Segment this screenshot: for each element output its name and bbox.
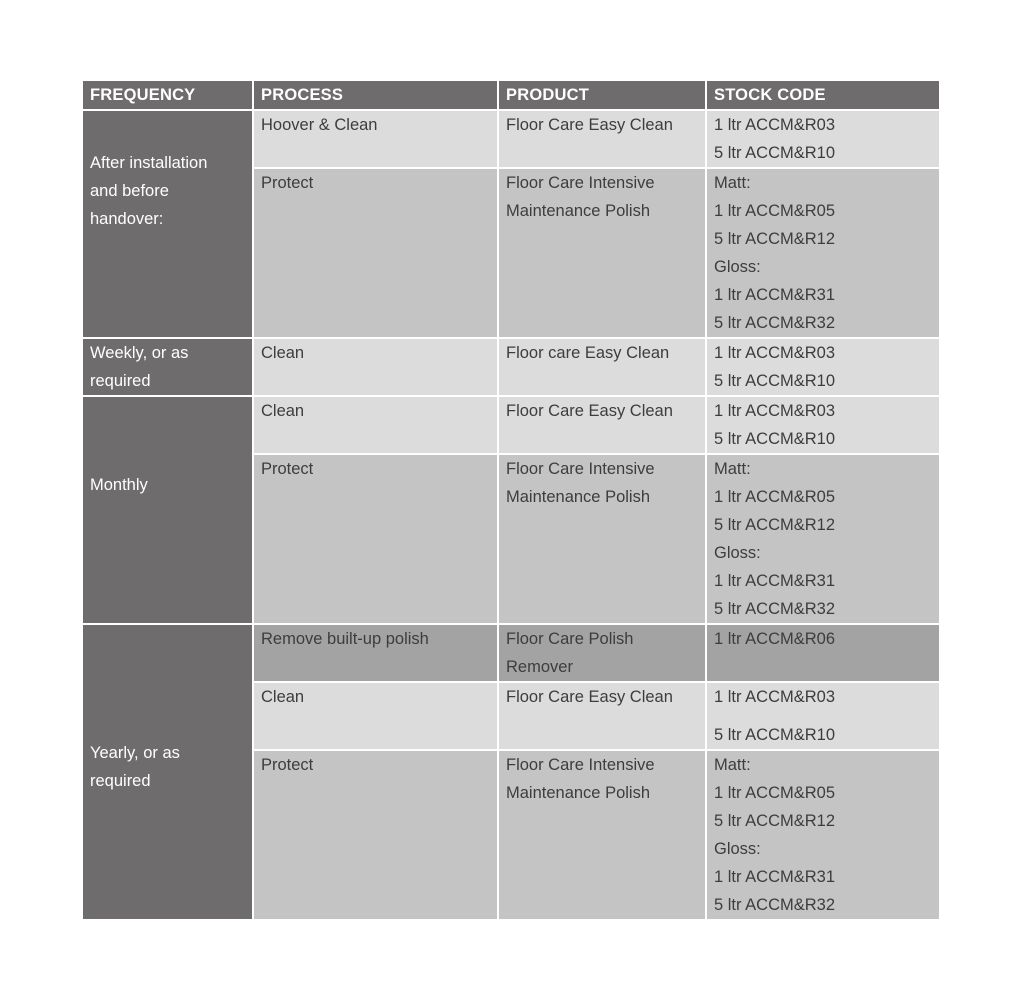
stock-code-cell: 1 ltr ACCM&R03 5 ltr ACCM&R10 <box>706 396 940 454</box>
header-stock-code: STOCK CODE <box>706 80 940 110</box>
process-cell: Protect <box>253 750 498 920</box>
header-row <box>82 80 940 110</box>
process-cell: Remove built-up polish <box>253 624 498 682</box>
stock-code-cell: 1 ltr ACCM&R06 <box>706 624 940 682</box>
header-product: PRODUCT <box>498 80 706 110</box>
table-row <box>82 624 940 682</box>
stock-code-cell: Matt: 1 ltr ACCM&R05 5 ltr ACCM&R12 Gloss: 1 ltr ACCM&R31 5 ltr ACCM&R32 <box>706 454 940 624</box>
process-cell: Protect <box>253 454 498 624</box>
product-cell: Floor Care Intensive Maintenance Polish <box>498 454 706 624</box>
process-cell: Clean <box>253 396 498 454</box>
product-cell: Floor Care Easy Clean <box>498 682 706 750</box>
product-cell: Floor Care Easy Clean <box>498 396 706 454</box>
stock-code-cell: Matt: 1 ltr ACCM&R05 5 ltr ACCM&R12 Gloss: 1 ltr ACCM&R31 5 ltr ACCM&R32 <box>706 750 940 920</box>
process-cell: Clean <box>253 682 498 750</box>
product-cell: Floor Care Polish Remover <box>498 624 706 682</box>
stock-code-cell: 1 ltr ACCM&R03 5 ltr ACCM&R10 <box>706 338 940 396</box>
process-cell: Clean <box>253 338 498 396</box>
frequency-cell: Monthly <box>82 396 253 624</box>
table-row <box>82 396 940 454</box>
stock-code-cell: Matt: 1 ltr ACCM&R05 5 ltr ACCM&R12 Gloss: 1 ltr ACCM&R31 5 ltr ACCM&R32 <box>706 168 940 338</box>
process-cell: Hoover & Clean <box>253 110 498 168</box>
frequency-cell: After installation and before handover: <box>82 110 253 338</box>
frequency-cell: Weekly, or as required <box>82 338 253 396</box>
table-row <box>82 110 940 168</box>
header-frequency: FREQUENCY <box>82 80 253 110</box>
product-cell: Floor Care Easy Clean <box>498 110 706 168</box>
header-process: PROCESS <box>253 80 498 110</box>
maintenance-schedule-table <box>81 79 941 921</box>
stock-code-cell: 1 ltr ACCM&R03 5 ltr ACCM&R10 <box>706 682 940 750</box>
product-cell: Floor Care Intensive Maintenance Polish <box>498 168 706 338</box>
product-cell: Floor care Easy Clean <box>498 338 706 396</box>
product-cell: Floor Care Intensive Maintenance Polish <box>498 750 706 920</box>
table-row <box>82 338 940 396</box>
process-cell: Protect <box>253 168 498 338</box>
stock-code-cell: 1 ltr ACCM&R03 5 ltr ACCM&R10 <box>706 110 940 168</box>
frequency-cell: Yearly, or as required <box>82 624 253 920</box>
